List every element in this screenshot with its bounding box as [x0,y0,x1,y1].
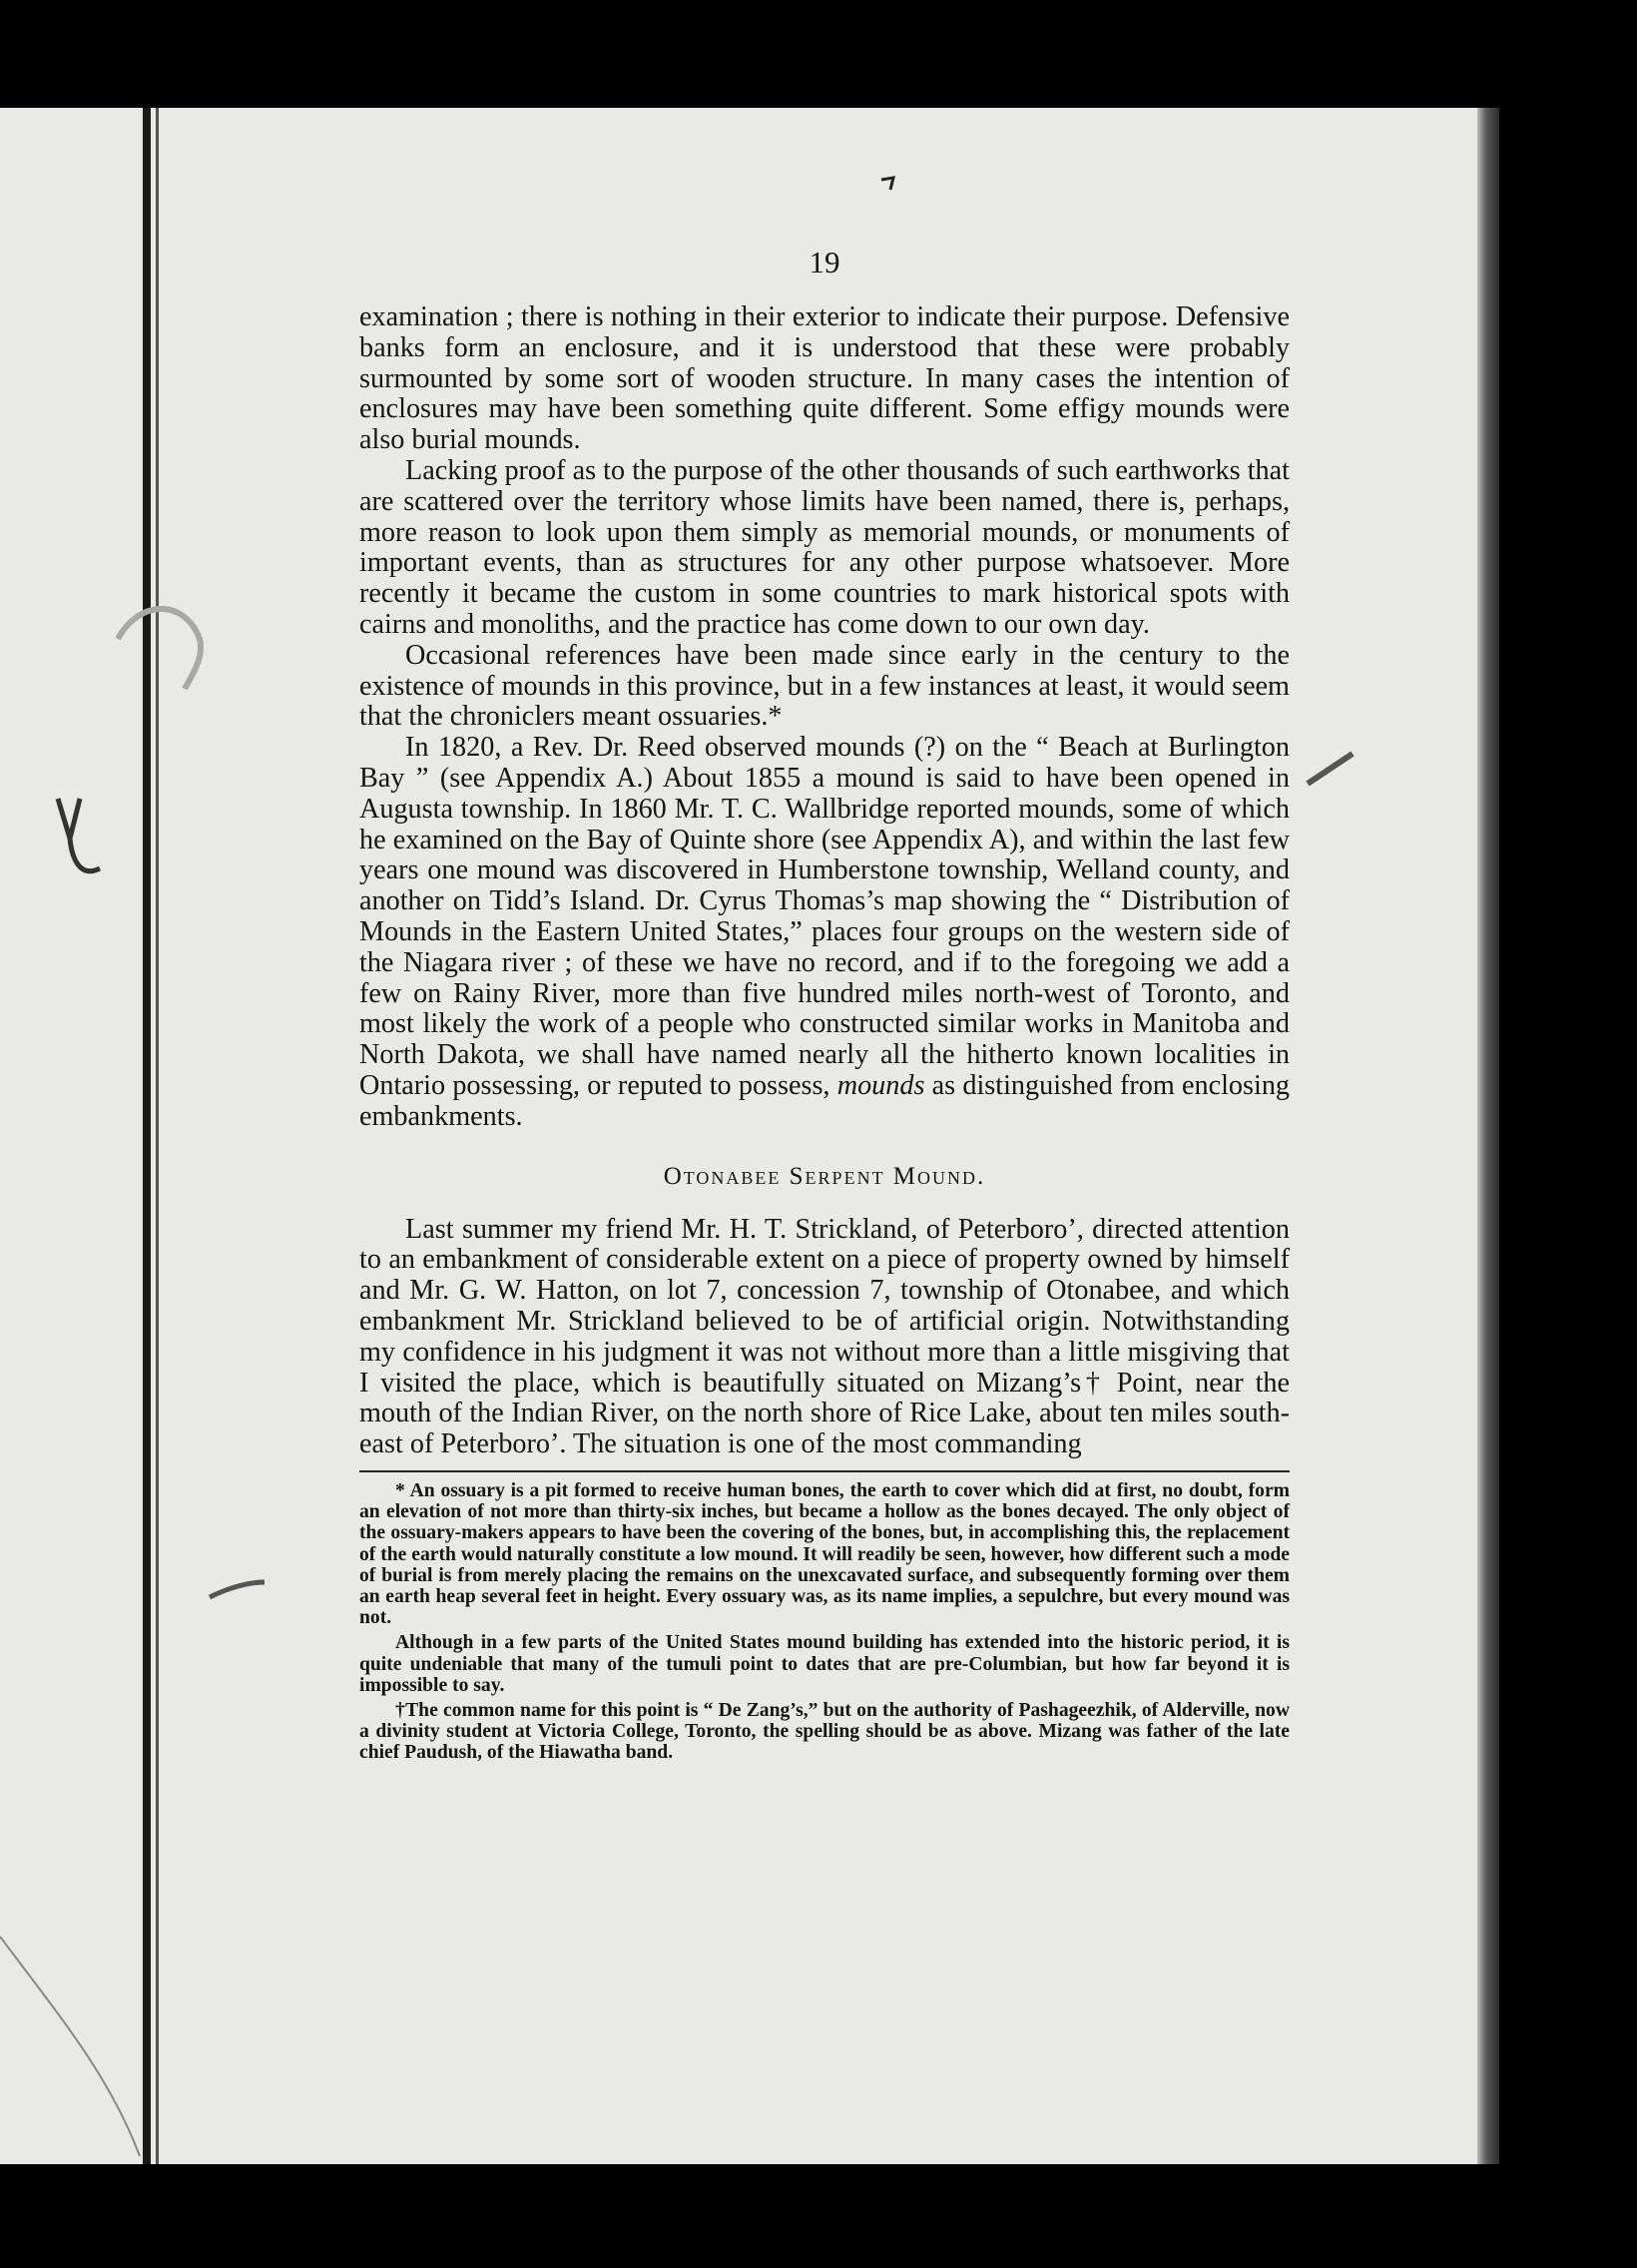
section-heading: Otonabee Serpent Mound. [663,1162,986,1190]
footnote-mizang-point: †The common name for this point is “ De Zang’s,” but on the authority of Pashageezhik, of Alderville, now a divinity student at Victoria College, Toronto, the spelling should be as above. Mizang was father of the late chief Paudush, of the Hiawatha band. [359,1699,1290,1764]
section-paragraph: Last summer my friend Mr. H. T. Strickland, of Peterboro’, directed attention to an embankment of considerable extent on a piece of property owned by himself and Mr. G. W. Hatton, on lot 7, concession 7, township of Otonabee, and which embankment Mr. Strickland believed to be of artificial origin. Notwithstanding my confidence in his judgment it was not without more than a little misgiving that I visited the place, which is beautifully situated on Mizang’s† Point, near the mouth of the Indian River, on the north shore of Rice Lake, about ten miles south-east of Peterboro’. The situation is one of the most commanding [359,1213,1290,1460]
paragraph-2: Lacking proof as to the purpose of the other thousands of such earthworks that are scattered over the territory whose limits have been named, there is, perhaps, more reason to look upon them simply as memorial mounds, or monuments of important events, than as structures for any other purpose whatsoever. More recently it became the custom in some countries to mark historical spots with cairns and monoliths, and the practice has come down to our own day. [359,454,1290,640]
page-gutter-line [156,108,159,2164]
footnote-mound-building: Although in a few parts of the United States mound building has extended into the historic period, it is quite undeniable that many of the tumuli point to dates that are pre-Columbian, but how far beyond it is impossible to say. [359,1632,1290,1696]
page-gutter [143,108,151,2164]
paragraph-4-text: In 1820, a Rev. Dr. Reed observed mounds (?) on the “ Beach at Burlington Bay ” (see Appendix A.) About 1855 a mound is said to have been opened in Augusta township. In 1860 Mr. T. C. Wallbridge reported mounds, some of which he examined on the Bay of Quinte shore (see Appendix A), and within the last few years one mound was discovered in Humberstone township, Welland county, and another on Tidd’s Island. Dr. Cyrus Thomas’s map showing the “ Distribution of Mounds in the Eastern United States,” places four groups on the western side of the Niagara river ; of these we have no record, and if to the foregoing we add a few on Rainy River, more than five hundred miles north-west of Toronto, and most likely the work of a people who constructed similar works in Manitoba and North Dakota, we shall have named nearly all the hitherto known localities in Ontario possessing, or reputed to possess, [359,732,1290,1101]
paragraph-4-emphasis: mounds [836,1069,925,1101]
footnote-rule [359,1470,1290,1472]
page-text [359,245,1290,1764]
page-number: 19 [809,245,840,280]
footnote-ossuary: * An ossuary is a pit formed to receive human bones, the earth to cover which did at first, no doubt, form an elevation of not more than thirty-six inches, but became a hollow as the bones decayed. The only object of the ossuary-makers appears to have been the covering of the bones, but, in accomplishing this, the replacement of the earth would naturally constitute a low mound. It will readily be seen, however, how different such a mode of burial is from merely placing the remains on the unexcavated surface, and subsequently forming over them an earth heap several feet in height. Every ossuary was, as its name implies, a sepulchre, but every mound was not. [359,1479,1290,1629]
paragraph-3: Occasional references have been made since early in the century to the existence of mounds in this province, but in a few instances at least, it would seem that the chroniclers meant ossuaries.* [359,639,1290,733]
paragraph-1: examination ; there is nothing in their exterior to indicate their purpose. Defensive banks form an enclosure, and it is understood that these were probably surmounted by some sort of wooden structure. In many cases the intention of enclosures may have been something quite different. Some effigy mounds were also burial mounds. [359,301,1290,456]
paragraph-4 [359,733,1290,1132]
page-edge [1477,108,1499,2164]
paragraph-4-tail: as distinguished from enclosing embankments. [359,1069,1291,1132]
